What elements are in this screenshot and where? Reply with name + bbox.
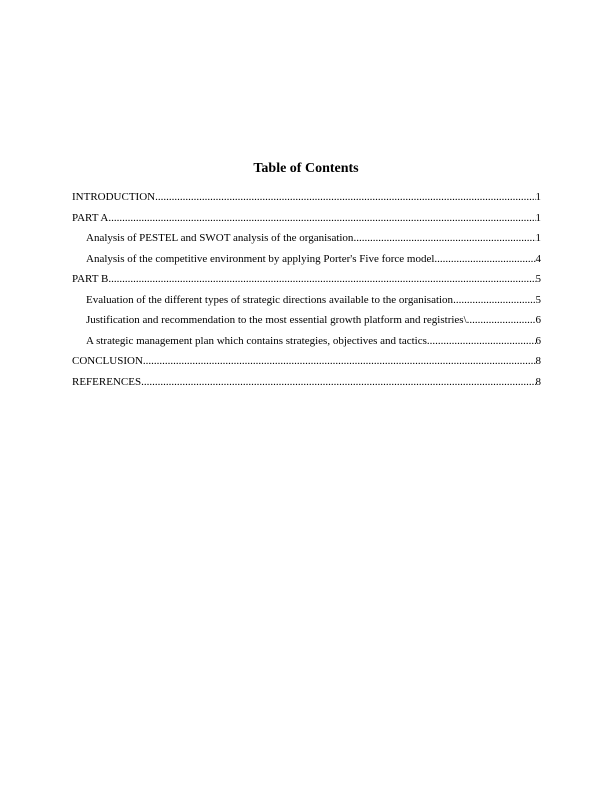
toc-dot-leader bbox=[467, 310, 536, 331]
toc-page-number: 5 bbox=[535, 273, 541, 285]
toc-page-number: 1 bbox=[535, 211, 541, 224]
toc-entry-part-a[interactable] bbox=[72, 208, 541, 229]
toc-entry-references[interactable] bbox=[72, 372, 541, 393]
toc-page-number: 1 bbox=[535, 232, 541, 244]
toc-dot-leader bbox=[453, 290, 535, 311]
toc-entry-text: Analysis of the competitive environment by applying Porter's Five force model bbox=[86, 252, 435, 265]
toc-entry-growth-platform[interactable] bbox=[72, 310, 541, 331]
toc-entry-text: A strategic management plan which contains strategies, objectives and tactics bbox=[86, 334, 427, 347]
toc-entry-strategic-plan[interactable] bbox=[72, 331, 541, 352]
toc-page-number: 5 bbox=[535, 293, 541, 306]
toc-entry-text: PART A bbox=[72, 211, 109, 224]
toc-entry-pestel-swot[interactable] bbox=[72, 228, 541, 249]
toc-dot-leader bbox=[141, 372, 535, 393]
toc-page-number: 6 bbox=[535, 314, 541, 326]
toc-page-number: 8 bbox=[535, 355, 541, 367]
toc-entry-conclusion[interactable] bbox=[72, 351, 541, 372]
toc-dot-leader bbox=[434, 249, 535, 270]
toc-dot-leader bbox=[155, 187, 535, 208]
toc-title: Table of Contents bbox=[253, 161, 359, 176]
toc-dot-leader bbox=[427, 331, 536, 352]
toc-page-number: 4 bbox=[535, 252, 541, 265]
toc-entry-text: PART B bbox=[72, 273, 109, 285]
toc-entry-part-b[interactable] bbox=[72, 269, 541, 290]
toc-entry-introduction[interactable] bbox=[72, 187, 541, 208]
toc-entry-strategic-directions[interactable] bbox=[72, 290, 541, 311]
toc-dot-leader bbox=[108, 208, 535, 229]
toc-entry-text: Justification and recommendation to the most essential growth platform and registries\ bbox=[86, 314, 467, 326]
toc-dot-leader bbox=[353, 228, 535, 249]
toc-entry-text: REFERENCES bbox=[72, 375, 142, 388]
toc-list bbox=[72, 187, 541, 392]
toc-page-number: 6 bbox=[535, 334, 541, 347]
toc-entry-text: INTRODUCTION bbox=[72, 191, 156, 203]
toc-entry-porters-five-forces[interactable] bbox=[72, 249, 541, 270]
toc-entry-text: CONCLUSION bbox=[72, 355, 143, 367]
toc-page-number: 1 bbox=[535, 191, 541, 203]
toc-entry-text: Analysis of PESTEL and SWOT analysis of the organisation bbox=[86, 232, 354, 244]
toc-page-number: 8 bbox=[535, 375, 541, 388]
toc-dot-leader bbox=[143, 351, 536, 372]
toc-entry-text: Evaluation of the different types of strategic directions available to the organisation bbox=[86, 293, 454, 306]
toc-dot-leader bbox=[108, 269, 535, 290]
